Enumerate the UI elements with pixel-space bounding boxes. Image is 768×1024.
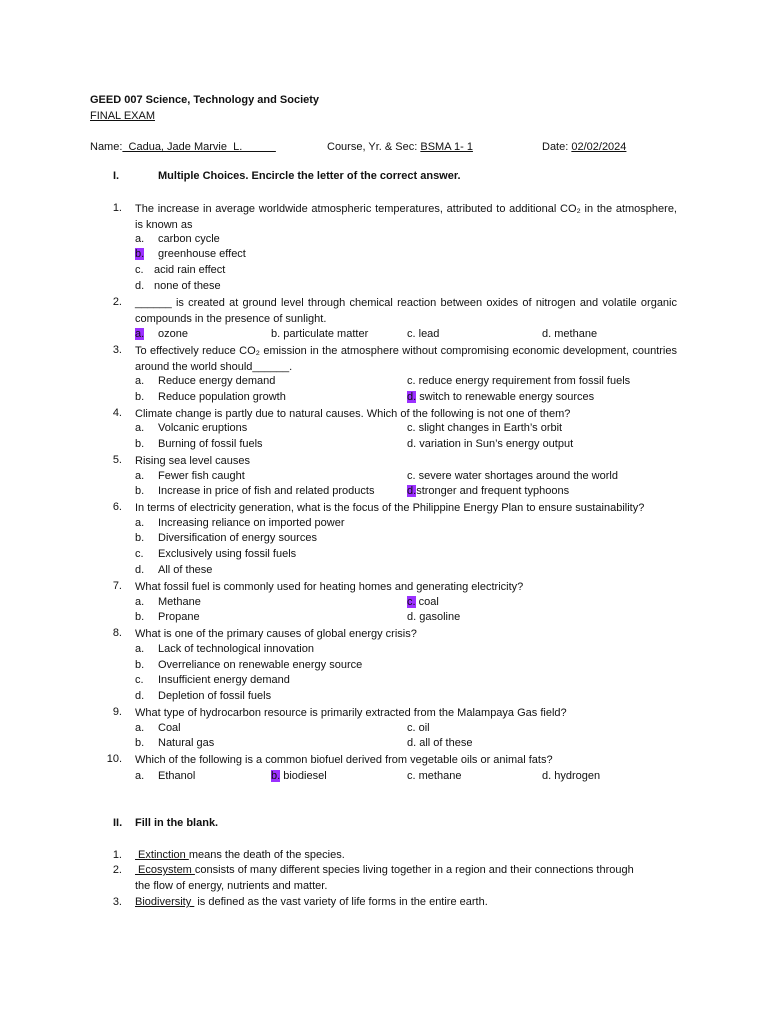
question-text: Rising sea level causes <box>135 455 250 467</box>
option: c. acid rain effect <box>135 264 226 276</box>
option: c. methane <box>407 770 462 782</box>
question-number: 9. <box>112 706 122 718</box>
option: a. Increasing reliance on imported power <box>135 517 345 529</box>
option: d. all of these <box>407 737 473 749</box>
date-label: Date: <box>542 141 569 153</box>
course-row <box>327 141 473 153</box>
blank-item-continued: the flow of energy, nutrients and matter. <box>135 880 328 892</box>
option-selected: d.stronger and frequent typhoons <box>407 485 570 497</box>
question-number: 6. <box>112 501 122 513</box>
option-selected: a. ozone <box>135 328 188 340</box>
date-row <box>542 141 626 153</box>
blank-number: 3. <box>112 896 122 908</box>
option: d. hydrogen <box>542 770 601 782</box>
option: c. reduce energy requirement from fossil fuels <box>407 375 631 387</box>
option: c. oil <box>407 722 430 734</box>
blank-answer: Biodiversity <box>135 896 195 908</box>
course-value: BSMA 1- 1 <box>420 141 473 153</box>
name-row <box>90 141 276 153</box>
option: b. particulate matter <box>271 328 369 340</box>
option: d. gasoline <box>407 611 461 623</box>
part2-title: Fill in the blank. <box>135 817 219 829</box>
option: b. Diversification of energy sources <box>135 532 317 544</box>
name-value: Cadua, Jade Marvie L. <box>122 141 276 153</box>
question-number: 4. <box>112 407 122 419</box>
question-text: To effectively reduce CO₂ emission in the atmosphere without compromising economic development, countries around the world should______. <box>135 345 677 373</box>
question-number: 3. <box>112 344 122 356</box>
option: a. Coal <box>135 722 181 734</box>
answer-highlight: b. <box>135 248 145 260</box>
answer-highlight: d. <box>407 485 417 497</box>
option: a. Lack of technological innovation <box>135 643 314 655</box>
question-number: 5. <box>112 454 122 466</box>
option: a. Fewer fish caught <box>135 470 245 482</box>
question-number: 8. <box>112 627 122 639</box>
blank-number: 2. <box>112 864 122 876</box>
option: b. Natural gas <box>135 737 215 749</box>
option: b. Reduce population growth <box>135 391 286 403</box>
option: c. Exclusively using fossil fuels <box>135 548 297 560</box>
question-text: What type of hydrocarbon resource is primarily extracted from the Malampaya Gas field? <box>135 707 567 719</box>
option: d. Depletion of fossil fuels <box>135 690 272 702</box>
blank-answer: Extinction <box>135 849 189 861</box>
option: a. Reduce energy demand <box>135 375 276 387</box>
answer-highlight: a. <box>135 328 145 340</box>
option: c. severe water shortages around the world <box>407 470 618 482</box>
answer-highlight: c. <box>407 596 416 608</box>
option: c. slight changes in Earth’s orbit <box>407 422 563 434</box>
option-selected: d. switch to renewable energy sources <box>407 391 595 403</box>
part1-title: Multiple Choices. Encircle the letter of the correct answer. <box>158 170 461 182</box>
blank-answer: Ecosystem <box>135 864 195 876</box>
answer-highlight: d. <box>407 391 417 403</box>
option: a. carbon cycle <box>135 233 220 245</box>
option: d. methane <box>542 328 598 340</box>
option: b. Increase in price of fish and related products <box>135 485 375 497</box>
option: b. Propane <box>135 611 200 623</box>
name-label: Name: <box>90 141 123 153</box>
question-text: ______ is created at ground level through chemical reaction between oxides of nitrogen and volatile organic compounds in the presence of sunlight. <box>135 297 677 325</box>
answer-highlight: b. <box>271 770 281 782</box>
question-text: What fossil fuel is commonly used for heating homes and generating electricity? <box>135 581 524 593</box>
option: c. lead <box>407 328 440 340</box>
question-number: 2. <box>112 296 122 308</box>
course-title: GEED 007 Science, Technology and Society <box>90 94 320 106</box>
option-selected: b. biodiesel <box>271 770 327 782</box>
question-text: Which of the following is a common biofuel derived from vegetable oils or animal fats? <box>135 754 553 766</box>
blank-item: Ecosystem consists of many different species living together in a region and their connections through <box>135 864 634 876</box>
option: b. Overreliance on renewable energy source <box>135 659 363 671</box>
option: b. Burning of fossil fuels <box>135 438 263 450</box>
blank-item: Biodiversity is defined as the vast variety of life forms in the entire earth. <box>135 896 488 908</box>
option: d. All of these <box>135 564 213 576</box>
question-text: What is one of the primary causes of global energy crisis? <box>135 628 417 640</box>
course-label: Course, Yr. & Sec: <box>327 141 418 153</box>
blank-number: 1. <box>112 849 122 861</box>
option-selected: b. greenhouse effect <box>135 248 246 260</box>
exam-label: FINAL EXAM <box>90 110 155 122</box>
option: a. Methane <box>135 596 201 608</box>
option: d. variation in Sun’s energy output <box>407 438 574 450</box>
part1-numeral: I. <box>113 170 120 182</box>
option-selected: c. coal <box>407 596 439 608</box>
question-number: 1. <box>112 202 122 214</box>
question-text: The increase in average worldwide atmospheric temperatures, attributed to additional CO₂ in the atmosphere, is known as <box>135 203 677 231</box>
question-text: Climate change is partly due to natural causes. Which of the following is not one of them? <box>135 408 571 420</box>
option: a. Volcanic eruptions <box>135 422 248 434</box>
option: c. Insufficient energy demand <box>135 674 290 686</box>
question-number: 7. <box>112 580 122 592</box>
option: d. none of these <box>135 280 221 292</box>
blank-item: Extinction means the death of the species. <box>135 849 345 861</box>
option: a. Ethanol <box>135 770 196 782</box>
question-text: In terms of electricity generation, what is the focus of the Philippine Energy Plan to ensure sustainability? <box>135 502 645 514</box>
question-number: 10. <box>106 753 122 765</box>
part2-numeral: II. <box>113 817 123 829</box>
date-value: 02/02/2024 <box>571 141 627 153</box>
